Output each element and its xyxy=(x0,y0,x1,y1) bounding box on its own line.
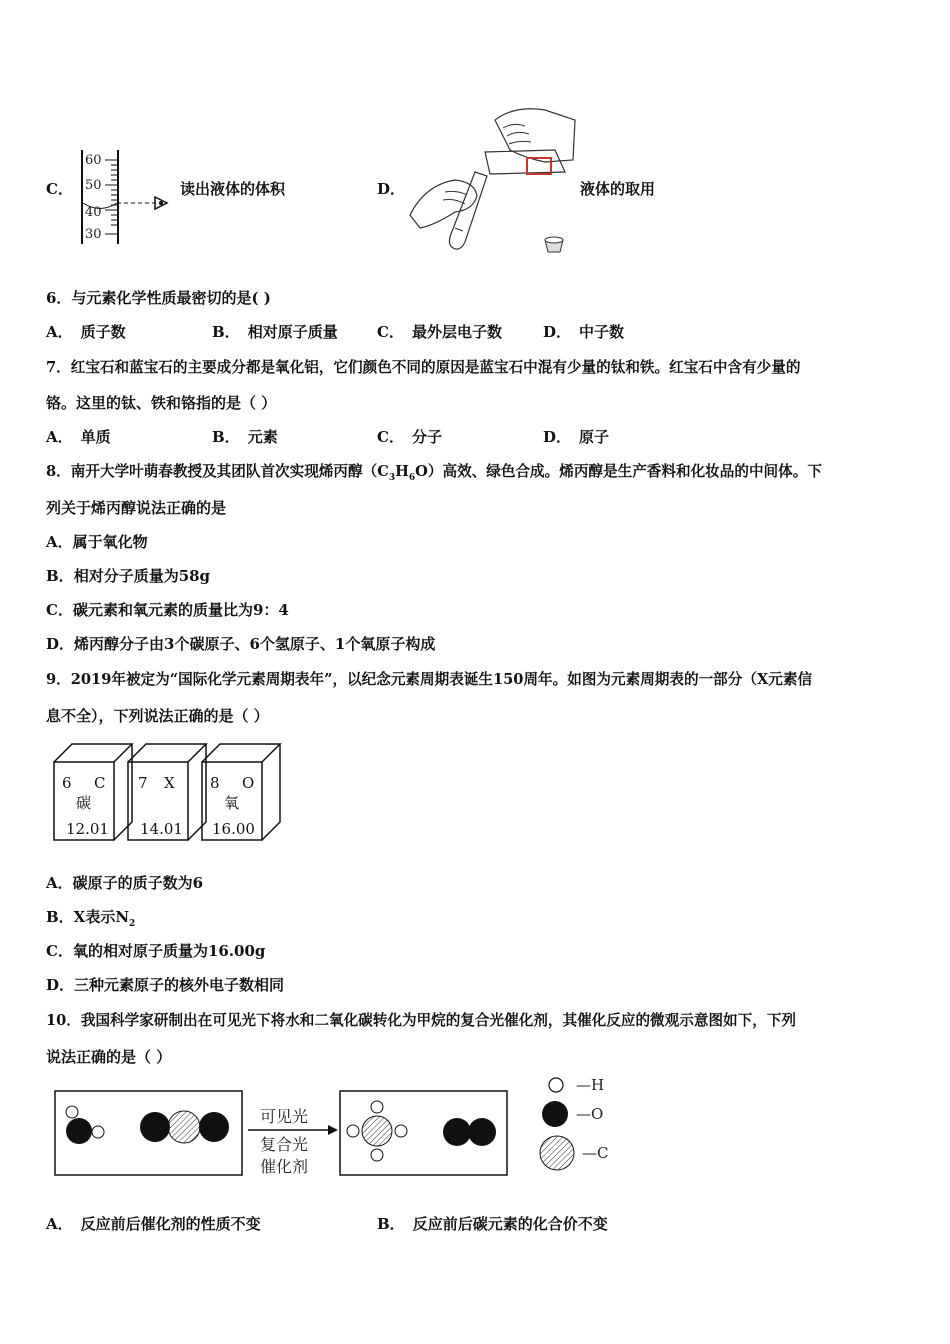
q7-option-d: D． 原子 xyxy=(543,428,610,446)
q6-option-d: D． 中子数 xyxy=(543,323,625,341)
q9-option-b: B．X表示$N_2$ xyxy=(46,908,136,929)
element-c-number: 6 xyxy=(62,774,72,792)
element-x-number: 7 xyxy=(138,774,148,792)
element-c-name: 碳 xyxy=(76,794,92,812)
periodic-table-excerpt xyxy=(52,740,292,844)
tick-label-60: 60 xyxy=(85,153,102,168)
q10-option-a: A． 反应前后催化剂的性质不变 xyxy=(46,1215,261,1233)
q6-option-c: C． 最外层电子数 xyxy=(377,323,502,341)
q6-option-b: B． 相对原子质量 xyxy=(212,323,338,341)
element-x-symbol: X xyxy=(164,774,175,792)
q6-option-a: A． 质子数 xyxy=(46,323,126,341)
q10-option-b: B． 反应前后碳元素的化合价不变 xyxy=(377,1215,608,1233)
pouring-liquid-figure xyxy=(405,100,580,260)
tick-label-30: 30 xyxy=(85,227,102,242)
q5-option-c-label: C． xyxy=(46,180,73,198)
q8-option-a: A．属于氧化物 xyxy=(46,533,148,551)
legend-c-label: —C xyxy=(582,1144,609,1162)
element-c-mass: 12.01 xyxy=(66,820,109,838)
q8-option-d: D．烯丙醇分子由3个碳原子、6个氢原子、1个氧原子构成 xyxy=(46,635,436,653)
element-o-symbol: O xyxy=(242,774,255,792)
q9-stem-line1: 9．2019年被定为“国际化学元素周期表年”，以纪念元素周期表诞生150周年。如图为元素周期表的一部分（X元素信 xyxy=(46,671,813,688)
legend-h-label: —H xyxy=(576,1076,605,1094)
q9-option-d: D．三种元素原子的核外电子数相同 xyxy=(46,976,285,994)
q5-option-c-text: 读出液体的体积 xyxy=(180,180,286,198)
q8-stem-line1: 8．南开大学叶萌春教授及其团队首次实现烯丙醇$(C_3H_6O)$高效、绿色合成。烯丙醇是生产香料和化妆品的中间体。下 xyxy=(46,463,822,483)
legend-c-marker xyxy=(540,1136,574,1170)
element-o-mass: 16.00 xyxy=(212,820,255,838)
q7-stem-line1: 7．红宝石和蓝宝石的主要成分都是氧化铝，它们颜色不同的原因是蓝宝石中混有少量的钛和铁。红宝石中含有少量的 xyxy=(46,359,801,376)
q6-stem: 6．与元素化学性质最密切的是( ) xyxy=(46,289,271,307)
arrow-label-visible-light: 可见光 xyxy=(260,1107,309,1126)
arrow-label-composite-2: 催化剂 xyxy=(260,1157,309,1176)
arrow-label-composite-1: 复合光 xyxy=(260,1135,309,1154)
catalysis-reaction-diagram xyxy=(52,1076,622,1182)
graduated-cylinder-figure xyxy=(75,148,185,248)
q9-option-a: A．碳原子的质子数为6 xyxy=(46,874,204,892)
tick-label-50: 50 xyxy=(85,178,102,193)
legend-o-marker xyxy=(542,1101,568,1127)
q10-stem-line2: 说法正确的是（ ） xyxy=(46,1048,172,1066)
tick-label-40: 40 xyxy=(85,205,102,220)
q7-option-c: C． 分子 xyxy=(377,428,442,446)
q5-option-d-label: D． xyxy=(377,180,406,198)
q7-option-a: A． 单质 xyxy=(46,428,111,446)
element-o-number: 8 xyxy=(210,774,220,792)
q8-option-b: B．相对分子质量为58g xyxy=(46,567,211,585)
q9-stem-line2: 息不全），下列说法正确的是（ ） xyxy=(46,707,269,725)
q5-option-d-text: 液体的取用 xyxy=(580,180,656,198)
q7-stem-line2: 铬。这里的钛、铁和铬指的是（ ） xyxy=(46,394,277,412)
legend-h-marker xyxy=(549,1078,563,1092)
element-o-name: 氧 xyxy=(224,794,240,812)
q8-option-c: C．碳元素和氧元素的质量比为9：4 xyxy=(46,601,289,619)
element-c-symbol: C xyxy=(94,774,106,792)
element-x-mass: 14.01 xyxy=(140,820,183,838)
q9-option-c: C．氧的相对原子质量为16.00g xyxy=(46,942,266,960)
q7-option-b: B． 元素 xyxy=(212,428,278,446)
legend-o-label: —O xyxy=(576,1105,604,1123)
q8-stem-line2: 列关于烯丙醇说法正确的是 xyxy=(46,499,227,517)
q10-stem-line1: 10．我国科学家研制出在可见光下将水和二氧化碳转化为甲烷的复合光催化剂，其催化反应的微观示意图如下，下列 xyxy=(46,1012,797,1029)
